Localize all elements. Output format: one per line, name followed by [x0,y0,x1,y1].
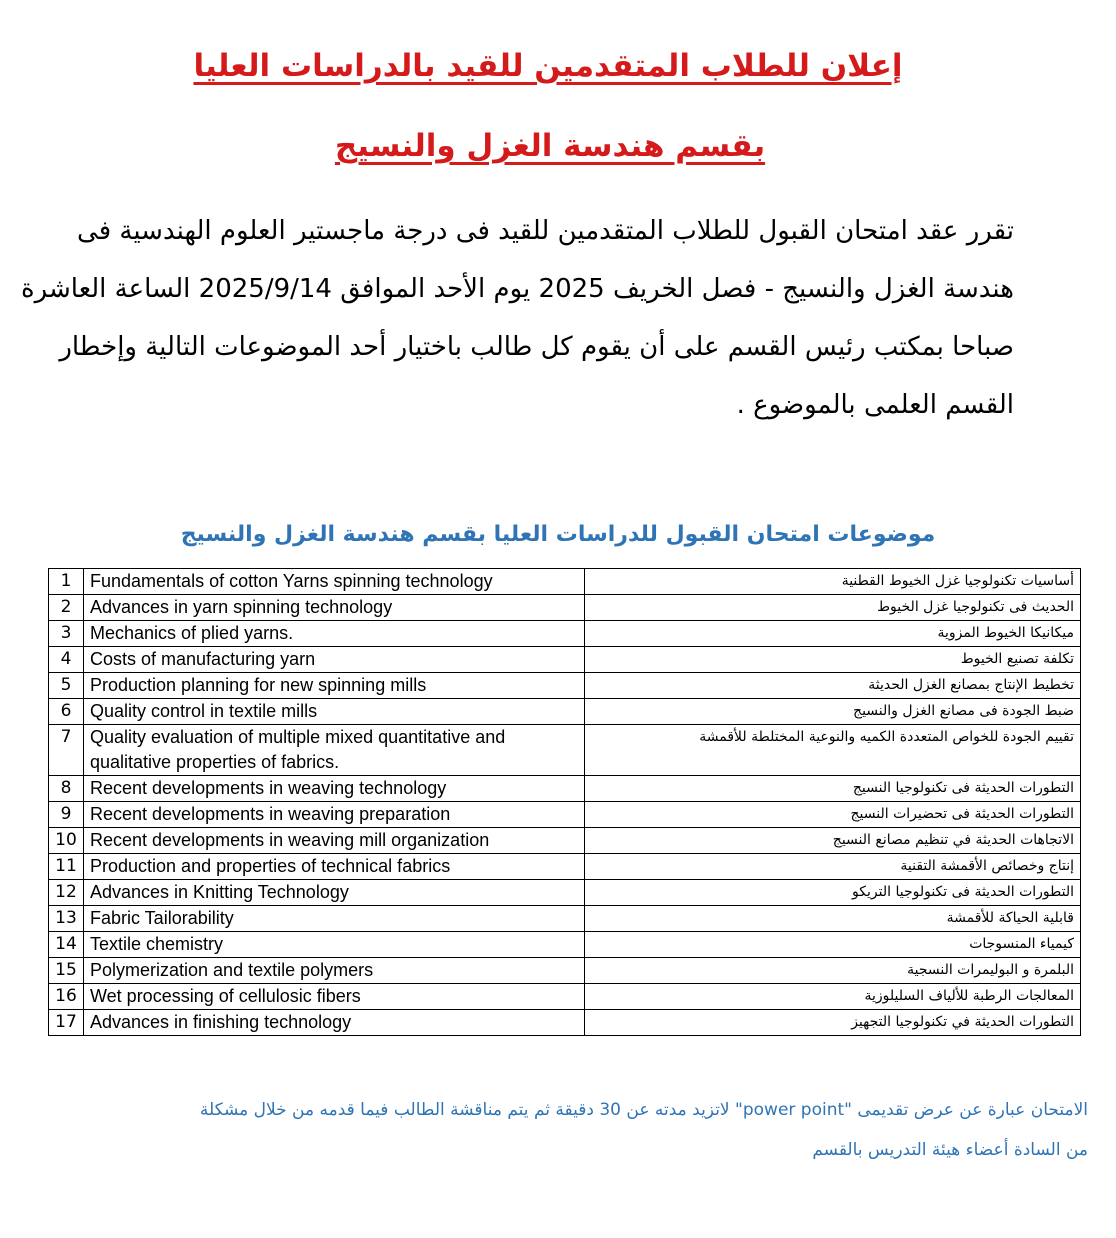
topic-number: 16 [49,984,84,1010]
topic-english: Recent developments in weaving mill organization [84,828,585,854]
table-row [49,854,1081,880]
topic-english: Recent developments in weaving preparation [84,802,585,828]
topic-english: Wet processing of cellulosic fibers [84,984,585,1010]
topic-arabic: تكلفة تصنيع الخيوط [585,647,1081,673]
topic-arabic: التطورات الحديثة فى تحضيرات النسيج [585,802,1081,828]
topic-arabic: أساسيات تكنولوجيا غزل الخيوط القطنية [585,569,1081,595]
table-row [49,906,1081,932]
topic-number: 13 [49,906,84,932]
topic-number: 10 [49,828,84,854]
topic-arabic: ضبط الجودة فى مصانع الغزل والنسيج [585,699,1081,725]
table-row [49,880,1081,906]
topic-arabic: الحديث فى تكنولوجيا غزل الخيوط [585,595,1081,621]
topic-english: Advances in finishing technology [84,1010,585,1036]
topic-number: 3 [49,621,84,647]
topic-arabic: التطورات الحديثة في تكنولوجيا التجهيز [585,1010,1081,1036]
topic-arabic: إنتاج وخصائص الأقمشة التقنية [585,854,1081,880]
exam-note [48,1090,1088,1170]
paragraph-line: هندسة الغزل والنسيج - فصل الخريف 2025 يوم الأحد الموافق 2025/9/14 الساعة العاشرة [21,274,1014,304]
paragraph-line: تقرر عقد امتحان القبول للطلاب المتقدمين للقيد فى درجة ماجستير العلوم الهندسية فى [77,216,1014,246]
topics-heading: موضوعات امتحان القبول للدراسات العليا بقسم هندسة الغزل والنسيج [180,522,936,547]
topic-arabic: المعالجات الرطبة للألياف السليلوزية [585,984,1081,1010]
table-row [49,958,1081,984]
paragraph-line: صباحا بمكتب رئيس القسم على أن يقوم كل طالب باختيار أحد الموضوعات التالية وإخطار [59,332,1014,362]
table-row [49,595,1081,621]
table-row [49,621,1081,647]
table-row [49,725,1081,776]
topic-arabic: تقييم الجودة للخواص المتعددة الكميه والنوعية المختلطة للأقمشة [585,725,1081,776]
topic-number: 17 [49,1010,84,1036]
topic-arabic: كيمياء المنسوجات [585,932,1081,958]
topic-english: Advances in Knitting Technology [84,880,585,906]
topic-arabic: التطورات الحديثة فى تكنولوجيا النسيج [585,776,1081,802]
table-row [49,776,1081,802]
topic-english: Production and properties of technical fabrics [84,854,585,880]
table-row [49,673,1081,699]
topic-number: 12 [49,880,84,906]
topic-number: 15 [49,958,84,984]
topic-number: 8 [49,776,84,802]
topic-english: Polymerization and textile polymers [84,958,585,984]
table-row [49,828,1081,854]
table-row [49,984,1081,1010]
table-row [49,932,1081,958]
table-row [49,569,1081,595]
department-title: بقسم هندسة الغزل والنسيج [334,128,766,164]
topic-arabic: ميكانيكا الخيوط المزوية [585,621,1081,647]
topic-english: Fabric Tailorability [84,906,585,932]
exam-note-line: الامتحان عبارة عن عرض تقديمى "power point" لاتزيد مدته عن 30 دقيقة ثم يتم مناقشة الطالب فيما قدمه من خلال مشكلة [199,1100,1088,1120]
announcement-paragraph [21,202,1014,434]
topic-number: 7 [49,725,84,776]
topic-number: 9 [49,802,84,828]
topic-number: 4 [49,647,84,673]
topic-english: Costs of manufacturing yarn [84,647,585,673]
topic-english: Advances in yarn spinning technology [84,595,585,621]
table-row [49,1010,1081,1036]
topic-number: 5 [49,673,84,699]
topic-english: Quality control in textile mills [84,699,585,725]
topic-number: 2 [49,595,84,621]
topic-english: Textile chemistry [84,932,585,958]
topic-arabic: الاتجاهات الحديثة في تنظيم مصانع النسيج [585,828,1081,854]
topic-english: Fundamentals of cotton Yarns spinning technology [84,569,585,595]
topic-arabic: تخطيط الإنتاج بمصانع الغزل الحديثة [585,673,1081,699]
topics-table [48,568,1081,1036]
topic-number: 14 [49,932,84,958]
topic-number: 11 [49,854,84,880]
paragraph-line: القسم العلمى بالموضوع . [736,390,1014,420]
announcement-title: إعلان للطلاب المتقدمين للقيد بالدراسات العليا [193,48,903,84]
exam-note-line: من السادة أعضاء هيئة التدريس بالقسم [812,1140,1088,1160]
topic-arabic: البلمرة و البوليمرات النسجية [585,958,1081,984]
table-row [49,699,1081,725]
topic-arabic: التطورات الحديثة فى تكنولوجيا التريكو [585,880,1081,906]
topic-number: 6 [49,699,84,725]
table-row [49,647,1081,673]
topic-english: Mechanics of plied yarns. [84,621,585,647]
topic-arabic: قابلية الحياكة للأقمشة [585,906,1081,932]
table-row [49,802,1081,828]
topic-english: Recent developments in weaving technology [84,776,585,802]
topic-number: 1 [49,569,84,595]
topic-english: Production planning for new spinning mills [84,673,585,699]
topic-english: Quality evaluation of multiple mixed quantitative and qualitative properties of fabrics. [84,725,585,776]
